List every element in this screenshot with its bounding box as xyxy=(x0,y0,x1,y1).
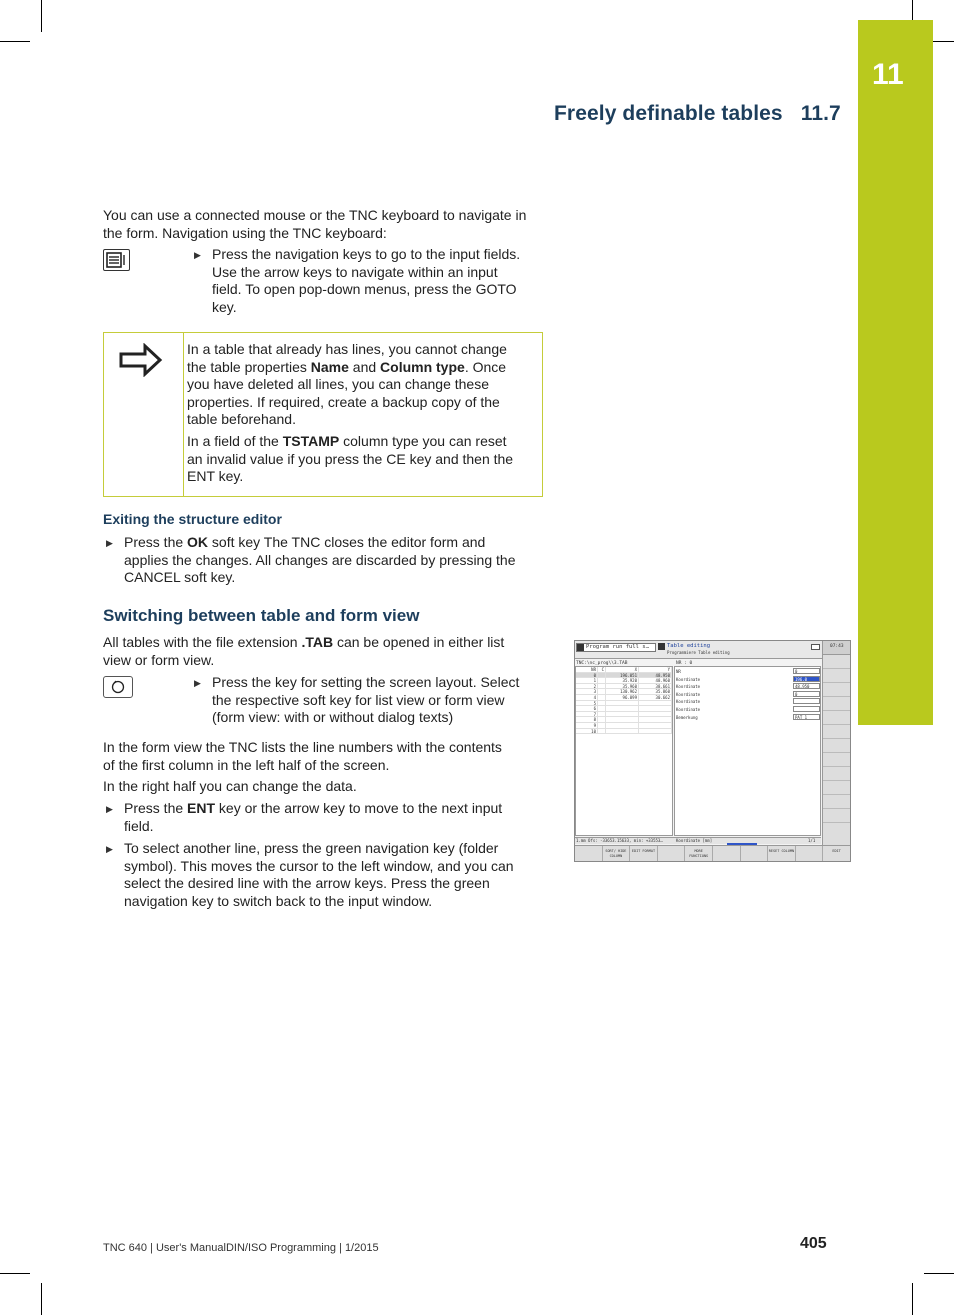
table-cell: NR xyxy=(576,667,598,672)
form-key-icon xyxy=(104,250,129,270)
table-cell xyxy=(598,689,606,694)
crop-mark xyxy=(924,1273,954,1274)
form-field-label: Koordinate xyxy=(676,676,701,682)
table-cell: 4 xyxy=(576,695,598,700)
mode-icon xyxy=(658,643,665,650)
form-field-row xyxy=(676,676,820,684)
form-field-label: NR xyxy=(676,669,681,674)
table-cell xyxy=(639,723,672,728)
softkey[interactable]: EDIT xyxy=(823,846,851,862)
softkey[interactable]: RESET COLUMN xyxy=(768,846,796,862)
softkey[interactable]: EDIT FORMAT xyxy=(630,846,658,862)
table-cell xyxy=(639,729,672,734)
table-cell xyxy=(598,723,606,728)
form-field-label: Koordinate xyxy=(676,691,701,697)
table-cell: 9 xyxy=(576,723,598,728)
table-cell: 6 xyxy=(576,706,598,711)
bullet-arrow-icon: ▶ xyxy=(106,844,113,854)
form-field-input[interactable] xyxy=(793,698,820,704)
table-cell xyxy=(606,729,639,734)
form-field-input[interactable] xyxy=(793,706,820,712)
exit-subtitle: Exiting the structure editor xyxy=(103,511,282,527)
form-field-label: Koordinate xyxy=(676,706,701,712)
form-field-input[interactable]: 0 xyxy=(793,691,820,697)
note-arrow-icon xyxy=(119,343,163,377)
bullet-arrow-icon: ▶ xyxy=(194,250,201,260)
table-cell xyxy=(598,678,606,683)
form-field-input[interactable]: PAT 1 xyxy=(793,714,820,720)
crop-mark xyxy=(41,1283,42,1315)
table-cell xyxy=(639,712,672,717)
table-cell: 35.960 xyxy=(606,684,639,689)
crop-mark xyxy=(41,0,42,32)
table-cell xyxy=(639,701,672,706)
table-cell xyxy=(598,712,606,717)
table-cell xyxy=(606,701,639,706)
screen-layout-key-icon xyxy=(103,676,133,698)
bullet-arrow-icon: ▶ xyxy=(194,678,201,688)
table-cell: 38.661 xyxy=(639,684,672,689)
form-field-row xyxy=(676,698,820,706)
table-cell: 5 xyxy=(576,701,598,706)
exit-step: Press the OK soft key The TNC closes the editor form and applies the changes. All changes are discarded by pressing the CANCEL soft key. xyxy=(124,534,516,586)
softkey[interactable] xyxy=(658,846,686,862)
header-section: 11.7 xyxy=(800,102,841,125)
nc-icon xyxy=(811,644,820,650)
table-cell: 48.950 xyxy=(639,673,672,678)
softkey[interactable] xyxy=(713,846,741,862)
chapter-tab xyxy=(858,20,933,725)
form-field-row xyxy=(676,706,820,714)
table-cell: Y xyxy=(639,667,672,672)
table-cell: 30.662 xyxy=(639,695,672,700)
bullet-arrow-icon: ▶ xyxy=(106,538,113,548)
navigation-key-icon xyxy=(103,249,130,271)
table-cell: 96.099 xyxy=(606,695,639,700)
section-title: Switching between table and form view xyxy=(103,606,420,625)
header-title: Freely definable tables xyxy=(554,102,783,125)
switch-bullet-1: Press the ENT key or the arrow key to move to the next input field. xyxy=(124,800,503,834)
table-cell: 1 xyxy=(576,678,598,683)
form-field-input[interactable]: 0 xyxy=(793,668,820,674)
table-cell xyxy=(606,717,639,722)
footer-text: TNC 640 | User's ManualDIN/ISO Programming | 1/2015 xyxy=(103,1242,379,1254)
switch-step: Press the key for setting the screen layout. Select the respective soft key for list view or form view (form view: with or without dialog texts) xyxy=(212,674,520,726)
crop-mark xyxy=(0,41,30,42)
layout-icon xyxy=(104,677,132,697)
table-cell xyxy=(598,701,606,706)
softkey[interactable] xyxy=(796,846,824,862)
chapter-number: 11 xyxy=(872,58,904,91)
softkey[interactable] xyxy=(575,846,603,862)
tnc-screenshot: Program run full s… Table editing Programmiere Table editing 07:43 TNC:\nc_prog\\3.TAB NR C X Y 0 196.051 48.950 1 35.920 48.960 2 35.960 38.661 3 130.962 35.860 4 96.099 30.662 5 6 7 8 9 10 NR : 0 NR 0 Koordinate 196.0 Koordinate 48.950 Koordinate 0 Koordinate Koordinate Bemerkung PAT 1 1.mm Ofs: -33653.15633, min: +33553… Koordinate [mm] 1/1 SORT/ HIDE COLUMN EDIT FORMAT MORE FUNCTIONS RESET COLUMN EDIT xyxy=(574,640,851,862)
table-cell: 10 xyxy=(576,729,598,734)
note-divider xyxy=(183,332,184,497)
table-cell xyxy=(639,717,672,722)
bullet-arrow-icon: ▶ xyxy=(106,804,113,814)
table-cell: 0 xyxy=(576,673,598,678)
table-cell xyxy=(598,706,606,711)
table-cell: 2 xyxy=(576,684,598,689)
form-field-row xyxy=(676,683,820,691)
table-cell: 196.051 xyxy=(606,673,639,678)
table-cell xyxy=(606,723,639,728)
mode-icon xyxy=(577,644,584,651)
form-field-row xyxy=(676,668,820,676)
table-cell: X xyxy=(606,667,639,672)
form-field-label: Bemerkung xyxy=(676,714,698,720)
switch-intro: All tables with the file extension .TAB can be opened in either list view or form view. xyxy=(103,634,505,668)
switch-paragraph-2: In the form view the TNC lists the line numbers with the contents of the first column in the left half of the screen. xyxy=(103,739,502,773)
form-fields xyxy=(676,668,820,721)
note-paragraph-2: In a field of the TSTAMP column type you can reset an invalid value if you press the CE key and then the ENT key. xyxy=(187,433,514,485)
form-field-label: Koordinate xyxy=(676,684,701,690)
intro-paragraph: You can use a connected mouse or the TNC keyboard to navigate in the form. Navigation using the TNC keyboard: xyxy=(103,207,527,241)
table-cell: 35.920 xyxy=(606,678,639,683)
table-list xyxy=(576,667,672,734)
step-nav: Press the navigation keys to go to the input fields. Use the arrow keys to navigate within an input field. To open pop-down menus, press the GOTO key. xyxy=(212,246,521,315)
table-cell: 130.962 xyxy=(606,689,639,694)
table-cell xyxy=(606,712,639,717)
form-field-input[interactable]: 48.950 xyxy=(793,683,820,689)
table-row[interactable] xyxy=(576,729,672,735)
table-cell xyxy=(598,684,606,689)
softkey[interactable]: SORT/ HIDE COLUMN xyxy=(603,846,631,862)
note-paragraph-1: In a table that already has lines, you cannot change the table properties Name and Column type. Once you have deleted all lines, you can change these properties. If required, create a backup copy of the table beforehand. xyxy=(187,341,507,428)
crop-mark xyxy=(0,1273,30,1274)
table-cell xyxy=(598,695,606,700)
table-cell: 48.960 xyxy=(639,678,672,683)
table-cell: 3 xyxy=(576,689,598,694)
form-field-input[interactable]: 196.0 xyxy=(793,676,820,682)
softkey[interactable]: MORE FUNCTIONS xyxy=(685,846,713,862)
switch-bullet-2: To select another line, press the green navigation key (folder symbol). This moves the cursor to the left window, and you can select the desired line with the arrow keys. Press the green navigation key to switch back to the input window. xyxy=(124,840,514,909)
page-number: 405 xyxy=(800,1235,827,1252)
softkey-bar xyxy=(575,845,851,862)
page-header xyxy=(554,102,841,126)
table-cell: C xyxy=(598,667,606,672)
form-field-label: Koordinate xyxy=(676,699,701,705)
table-cell xyxy=(598,729,606,734)
crop-mark xyxy=(912,1283,913,1315)
table-cell xyxy=(639,706,672,711)
table-cell xyxy=(606,706,639,711)
table-cell: 35.860 xyxy=(639,689,672,694)
form-field-row xyxy=(676,714,820,722)
table-cell: 7 xyxy=(576,712,598,717)
softkey[interactable] xyxy=(741,846,769,862)
table-cell: 8 xyxy=(576,717,598,722)
form-field-row xyxy=(676,691,820,699)
table-cell xyxy=(598,717,606,722)
table-cell xyxy=(598,673,606,678)
switch-paragraph-3: In the right half you can change the data. xyxy=(103,778,357,794)
